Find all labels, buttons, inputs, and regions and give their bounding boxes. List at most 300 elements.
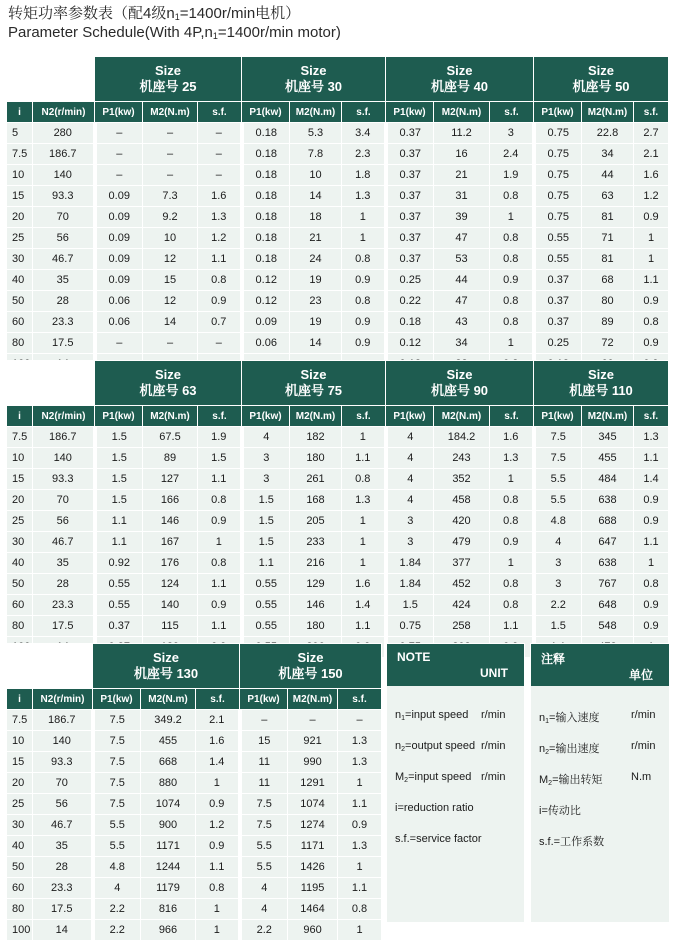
table-cell: 0.9 — [338, 815, 382, 836]
note-line — [539, 833, 604, 849]
header-blank — [7, 644, 93, 689]
table-cell: 3 — [490, 123, 534, 144]
table-cell: 129 — [290, 574, 342, 595]
table-cell: 0.8 — [490, 312, 534, 333]
table-row — [7, 511, 669, 532]
table-cell: 93.3 — [33, 186, 95, 207]
table-cell: 0.25 — [386, 270, 434, 291]
table-cell: 12 — [143, 249, 198, 270]
table-cell: 5.5 — [240, 836, 288, 857]
table-cell: 638 — [582, 553, 634, 574]
table-cell: 1.3 — [198, 207, 242, 228]
table-row — [7, 532, 669, 553]
table-cell: 5 — [7, 123, 33, 144]
table-cell: 39 — [434, 207, 490, 228]
table-cell: 47 — [434, 228, 490, 249]
table-cell: 1.3 — [338, 752, 382, 773]
table-cell: 0.8 — [634, 574, 669, 595]
table-cell: 23.3 — [33, 878, 93, 899]
table-cell: 4 — [386, 490, 434, 511]
table-cell: 28 — [33, 857, 93, 878]
table-cell: 1.1 — [95, 511, 143, 532]
table-cell: 280 — [33, 123, 95, 144]
table-cell: 20 — [7, 773, 33, 794]
note-title-cn: 注释 — [541, 652, 566, 666]
table-row — [7, 207, 669, 228]
table-cell: 424 — [434, 595, 490, 616]
table-cell: 68 — [582, 270, 634, 291]
table-cell: 166 — [143, 490, 198, 511]
table-cell: 72 — [582, 333, 634, 354]
col-header-torque: M2(N.m) — [434, 102, 490, 123]
note-line — [395, 740, 506, 753]
size-label: Size — [297, 650, 324, 665]
table-cell: 1.1 — [198, 249, 242, 270]
note-subscript: 2 — [548, 780, 553, 787]
table-cell: 167 — [143, 532, 198, 553]
table-cell: 1.5 — [534, 616, 582, 637]
table-cell: 17.5 — [33, 899, 93, 920]
table-cell: 0.18 — [242, 123, 290, 144]
col-header-service-factor: s.f. — [490, 406, 534, 427]
size-header — [242, 361, 386, 406]
table-cell: 80 — [582, 291, 634, 312]
col-header-torque: M2(N.m) — [143, 406, 198, 427]
table-cell: 1 — [198, 532, 242, 553]
table-cell: 0.37 — [386, 249, 434, 270]
col-header-power: P1(kw) — [386, 406, 434, 427]
table-row — [7, 186, 669, 207]
table-cell: 60 — [7, 878, 33, 899]
table-row — [7, 836, 382, 857]
table-cell: 1.5 — [242, 490, 290, 511]
col-header-torque: M2(N.m) — [290, 406, 342, 427]
col-header-power: P1(kw) — [534, 406, 582, 427]
col-header-output-speed: N2(r/min) — [33, 406, 95, 427]
table-cell: 0.09 — [95, 228, 143, 249]
table-cell: 0.9 — [634, 616, 669, 637]
size-header — [95, 361, 242, 406]
table-cell: 19 — [290, 312, 342, 333]
table-cell: 0.9 — [198, 511, 242, 532]
table-cell: 0.8 — [490, 228, 534, 249]
table-cell: 0.18 — [242, 207, 290, 228]
table-cell: 7.5 — [7, 144, 33, 165]
note-unit: r/min — [481, 709, 506, 721]
table-cell: 1.3 — [490, 448, 534, 469]
table-cell: 1 — [338, 773, 382, 794]
note-subscript: 1 — [545, 718, 550, 725]
table-cell: 7.5 — [7, 710, 33, 731]
table-cell: 1.6 — [198, 186, 242, 207]
parameter-table-sizes-130-150 — [6, 643, 382, 941]
table-cell: 140 — [33, 731, 93, 752]
table-cell: 5.5 — [534, 469, 582, 490]
table-cell: 1 — [634, 553, 669, 574]
table-cell: 0.55 — [95, 574, 143, 595]
table-cell: 0.9 — [342, 312, 386, 333]
table-row — [7, 710, 382, 731]
table-row — [7, 773, 382, 794]
table-cell: 1464 — [288, 899, 338, 920]
table-cell: 11 — [240, 752, 288, 773]
table-cell: 89 — [143, 448, 198, 469]
table-cell: 4 — [242, 427, 290, 448]
frame-size-name: 机座号 90 — [430, 383, 489, 398]
table-cell: 0.8 — [342, 291, 386, 312]
table-cell: 60 — [7, 312, 33, 333]
table-cell: 990 — [288, 752, 338, 773]
table-cell: 0.9 — [490, 532, 534, 553]
table-cell: – — [198, 144, 242, 165]
table-cell: 1.1 — [634, 448, 669, 469]
table-cell: 115 — [143, 616, 198, 637]
table-cell: 0.9 — [342, 270, 386, 291]
table-cell: 0.12 — [386, 333, 434, 354]
table-cell: 0.8 — [198, 490, 242, 511]
table-cell: 0.55 — [534, 249, 582, 270]
frame-size-name: 机座号 130 — [133, 666, 199, 681]
note-subscript: 2 — [545, 749, 550, 756]
table-cell: 648 — [582, 595, 634, 616]
table-cell: 1.5 — [242, 511, 290, 532]
size-header — [386, 57, 534, 102]
table-cell: 146 — [290, 595, 342, 616]
table-cell: 186.7 — [33, 144, 95, 165]
table-cell: 1.5 — [95, 427, 143, 448]
table-cell: 1.1 — [95, 532, 143, 553]
note-unit: r/min — [481, 740, 506, 752]
table-cell: 2.3 — [342, 144, 386, 165]
table-cell: 1.4 — [196, 752, 240, 773]
table-row — [7, 490, 669, 511]
table-cell: 56 — [33, 228, 95, 249]
table-cell: 0.55 — [95, 595, 143, 616]
table-cell: 4 — [240, 878, 288, 899]
table-cell: 15 — [7, 469, 33, 490]
table-cell: 56 — [33, 511, 95, 532]
table-cell: 46.7 — [33, 532, 95, 553]
table-cell: 0.12 — [242, 270, 290, 291]
table-cell: 352 — [434, 469, 490, 490]
table-cell: 10 — [7, 448, 33, 469]
note-line — [539, 740, 656, 756]
table-cell: 0.9 — [634, 595, 669, 616]
note-text: i=传动比 — [539, 805, 581, 817]
table-cell: 7.5 — [93, 731, 141, 752]
table-cell: 47 — [434, 291, 490, 312]
table-cell: 0.9 — [634, 291, 669, 312]
table-cell: 3 — [386, 511, 434, 532]
col-header-power: P1(kw) — [386, 102, 434, 123]
note-symbol: M — [539, 774, 549, 786]
table-cell: 2.4 — [490, 144, 534, 165]
table-cell: 0.75 — [534, 165, 582, 186]
size-label: Size — [154, 63, 181, 78]
table-cell: 5.5 — [240, 857, 288, 878]
size-header — [534, 361, 669, 406]
table-cell: 7.5 — [534, 427, 582, 448]
table-cell: 0.9 — [342, 333, 386, 354]
table-cell: 34 — [434, 333, 490, 354]
col-header-torque: M2(N.m) — [143, 102, 198, 123]
table-row — [7, 595, 669, 616]
table-row — [7, 920, 382, 941]
table-cell: 243 — [434, 448, 490, 469]
table-cell: 5.5 — [93, 815, 141, 836]
table-cell: 0.75 — [534, 144, 582, 165]
table-cell: 1.6 — [196, 731, 240, 752]
table-cell: 0.8 — [490, 574, 534, 595]
table-cell: – — [95, 144, 143, 165]
table-cell: 1074 — [288, 794, 338, 815]
table-cell: 7.5 — [93, 794, 141, 815]
table-cell: 1.2 — [634, 186, 669, 207]
table-cell: 0.18 — [242, 249, 290, 270]
table-cell: 40 — [7, 270, 33, 291]
table-cell: 0.9 — [196, 794, 240, 815]
table-cell: 80 — [7, 333, 33, 354]
table-cell: 1 — [490, 469, 534, 490]
table-cell: 3 — [534, 553, 582, 574]
col-header-ratio: i — [7, 406, 33, 427]
table-cell: 0.8 — [342, 249, 386, 270]
col-header-service-factor: s.f. — [198, 102, 242, 123]
table-cell: – — [95, 333, 143, 354]
col-header-output-speed: N2(r/min) — [33, 102, 95, 123]
table-cell: 4 — [240, 899, 288, 920]
table-row — [7, 249, 669, 270]
table-cell: 0.8 — [490, 490, 534, 511]
table-cell: – — [95, 165, 143, 186]
unit-title: UNIT — [480, 666, 508, 680]
table-cell: 966 — [141, 920, 196, 941]
title-chinese: 转矩功率参数表（配4级$n_1=1400r/\min$电机） — [8, 5, 301, 22]
table-cell: 140 — [33, 165, 95, 186]
table-cell: 2.1 — [634, 144, 669, 165]
table-cell: 1.4 — [634, 469, 669, 490]
table-row — [7, 448, 669, 469]
table-cell: 0.7 — [198, 312, 242, 333]
table-cell: 3.4 — [342, 123, 386, 144]
table-cell: 21 — [434, 165, 490, 186]
table-cell: 50 — [7, 291, 33, 312]
table-cell: 1 — [342, 532, 386, 553]
table-cell: 4 — [386, 427, 434, 448]
table-cell: – — [95, 123, 143, 144]
table-cell: 10 — [143, 228, 198, 249]
header-blank — [7, 57, 95, 102]
table-row — [7, 794, 382, 815]
table-cell: 10 — [7, 731, 33, 752]
table-cell: 1.1 — [198, 469, 242, 490]
table-cell: 1 — [196, 773, 240, 794]
col-header-torque: M2(N.m) — [434, 406, 490, 427]
size-label: Size — [446, 367, 473, 382]
table-cell: 458 — [434, 490, 490, 511]
table-cell: 0.22 — [386, 291, 434, 312]
table-cell: – — [198, 123, 242, 144]
table-cell: 1 — [342, 207, 386, 228]
col-header-service-factor: s.f. — [634, 102, 669, 123]
table-cell: 0.09 — [95, 249, 143, 270]
size-label: Size — [587, 63, 614, 78]
table-cell: 67.5 — [143, 427, 198, 448]
table-cell: 28 — [33, 291, 95, 312]
table-cell: 4 — [534, 532, 582, 553]
table-cell: 1 — [490, 553, 534, 574]
table-cell: 4.8 — [534, 511, 582, 532]
table-cell: 2.7 — [634, 123, 669, 144]
table-cell: 50 — [7, 574, 33, 595]
table-cell: 17.5 — [33, 616, 95, 637]
table-cell: 31 — [434, 186, 490, 207]
table-cell: 1 — [634, 228, 669, 249]
table-cell: 24 — [290, 249, 342, 270]
table-cell: 18 — [290, 207, 342, 228]
table-cell: 0.8 — [198, 270, 242, 291]
note-text: =input speed — [405, 709, 469, 721]
note-text: =input speed — [408, 771, 472, 783]
note-unit: r/min — [631, 740, 656, 752]
table-cell: 186.7 — [33, 710, 93, 731]
size-label: Size — [300, 63, 327, 78]
table-cell: 176 — [143, 553, 198, 574]
table-cell: 0.37 — [386, 228, 434, 249]
table-cell: 7.8 — [290, 144, 342, 165]
table-cell: 1.3 — [634, 427, 669, 448]
table-cell: 0.18 — [242, 228, 290, 249]
col-header-service-factor: s.f. — [338, 689, 382, 710]
table-cell: 1426 — [288, 857, 338, 878]
table-cell: 7.5 — [93, 773, 141, 794]
col-header-power: P1(kw) — [242, 406, 290, 427]
table-cell: 0.37 — [386, 186, 434, 207]
table-cell: 46.7 — [33, 815, 93, 836]
table-cell: – — [143, 144, 198, 165]
table-cell: 0.75 — [386, 616, 434, 637]
table-cell: 0.9 — [634, 490, 669, 511]
table-cell: 4 — [93, 878, 141, 899]
table-cell: – — [143, 333, 198, 354]
table-cell: 0.37 — [534, 291, 582, 312]
table-cell: 168 — [290, 490, 342, 511]
table-cell: 184.2 — [434, 427, 490, 448]
table-cell: 0.18 — [386, 312, 434, 333]
table-cell: 0.9 — [198, 595, 242, 616]
table-cell: 455 — [582, 448, 634, 469]
table-cell: 767 — [582, 574, 634, 595]
note-symbol: n — [539, 743, 546, 755]
note-english — [386, 643, 525, 923]
table-cell: 0.8 — [490, 249, 534, 270]
table-cell: 44 — [434, 270, 490, 291]
table-cell: 261 — [290, 469, 342, 490]
table-cell: 960 — [288, 920, 338, 941]
table-cell: 0.37 — [386, 165, 434, 186]
table-cell: 89 — [582, 312, 634, 333]
table-cell: 0.8 — [490, 291, 534, 312]
table-cell: 11 — [240, 773, 288, 794]
table-cell: 140 — [143, 595, 198, 616]
table-cell: 182 — [290, 427, 342, 448]
note-subscript: 2 — [401, 746, 406, 753]
table-cell: 921 — [288, 731, 338, 752]
table-cell: 7.5 — [93, 752, 141, 773]
table-cell: 71 — [582, 228, 634, 249]
table-cell: 1.1 — [634, 270, 669, 291]
table-cell: 4.8 — [93, 857, 141, 878]
table-cell: 548 — [582, 616, 634, 637]
table-cell: 1.1 — [338, 794, 382, 815]
frame-size-name: 机座号 110 — [569, 383, 633, 398]
table-cell: 0.75 — [534, 186, 582, 207]
table-cell: 0.8 — [338, 899, 382, 920]
col-header-service-factor: s.f. — [490, 102, 534, 123]
table-cell: 0.12 — [242, 291, 290, 312]
table-cell: 0.9 — [490, 270, 534, 291]
table-cell: 0.9 — [196, 836, 240, 857]
table-cell: 1291 — [288, 773, 338, 794]
table-cell: 1179 — [141, 878, 196, 899]
title-english: Parameter Schedule(With $4P,n_1=1400r/\min$ motor) — [8, 24, 341, 41]
note-line — [395, 833, 482, 845]
table-cell: 0.37 — [534, 270, 582, 291]
table-cell: 17.5 — [33, 333, 95, 354]
table-cell: 81 — [582, 207, 634, 228]
note-line — [395, 709, 506, 722]
size-header — [386, 361, 534, 406]
table-cell: 3 — [386, 532, 434, 553]
frame-size-name: 机座号 150 — [278, 666, 343, 681]
table-cell: 258 — [434, 616, 490, 637]
col-header-output-speed: N2(r/min) — [33, 689, 93, 710]
table-cell: 70 — [33, 490, 95, 511]
note-text: =输出速度 — [549, 743, 600, 755]
table-cell: 1.3 — [342, 490, 386, 511]
table-cell: 40 — [7, 553, 33, 574]
frame-size-name: 机座号 50 — [572, 79, 630, 94]
table-cell: – — [240, 710, 288, 731]
table-cell: 53 — [434, 249, 490, 270]
table-cell: – — [198, 333, 242, 354]
note-chinese — [530, 643, 670, 923]
table-cell: 20 — [7, 207, 33, 228]
table-cell: 56 — [33, 794, 93, 815]
table-cell: 63 — [582, 186, 634, 207]
note-english-header — [387, 644, 524, 686]
table-cell: 1 — [342, 511, 386, 532]
table-row — [7, 270, 669, 291]
table-cell: 1 — [342, 228, 386, 249]
table-cell: 70 — [33, 207, 95, 228]
table-cell: 1.5 — [386, 595, 434, 616]
note-line — [539, 802, 581, 818]
table-cell: 1 — [342, 427, 386, 448]
table-cell: 1.2 — [196, 815, 240, 836]
size-label: Size — [300, 367, 327, 382]
table-cell: 0.75 — [534, 207, 582, 228]
table-cell: 0.92 — [95, 553, 143, 574]
table-row — [7, 144, 669, 165]
table-row — [7, 616, 669, 637]
table-cell: 5.3 — [290, 123, 342, 144]
table-cell: 14 — [33, 920, 93, 941]
table-cell: 7.3 — [143, 186, 198, 207]
table-cell: 7.5 — [240, 794, 288, 815]
table-cell: 23.3 — [33, 312, 95, 333]
table-cell: – — [338, 710, 382, 731]
